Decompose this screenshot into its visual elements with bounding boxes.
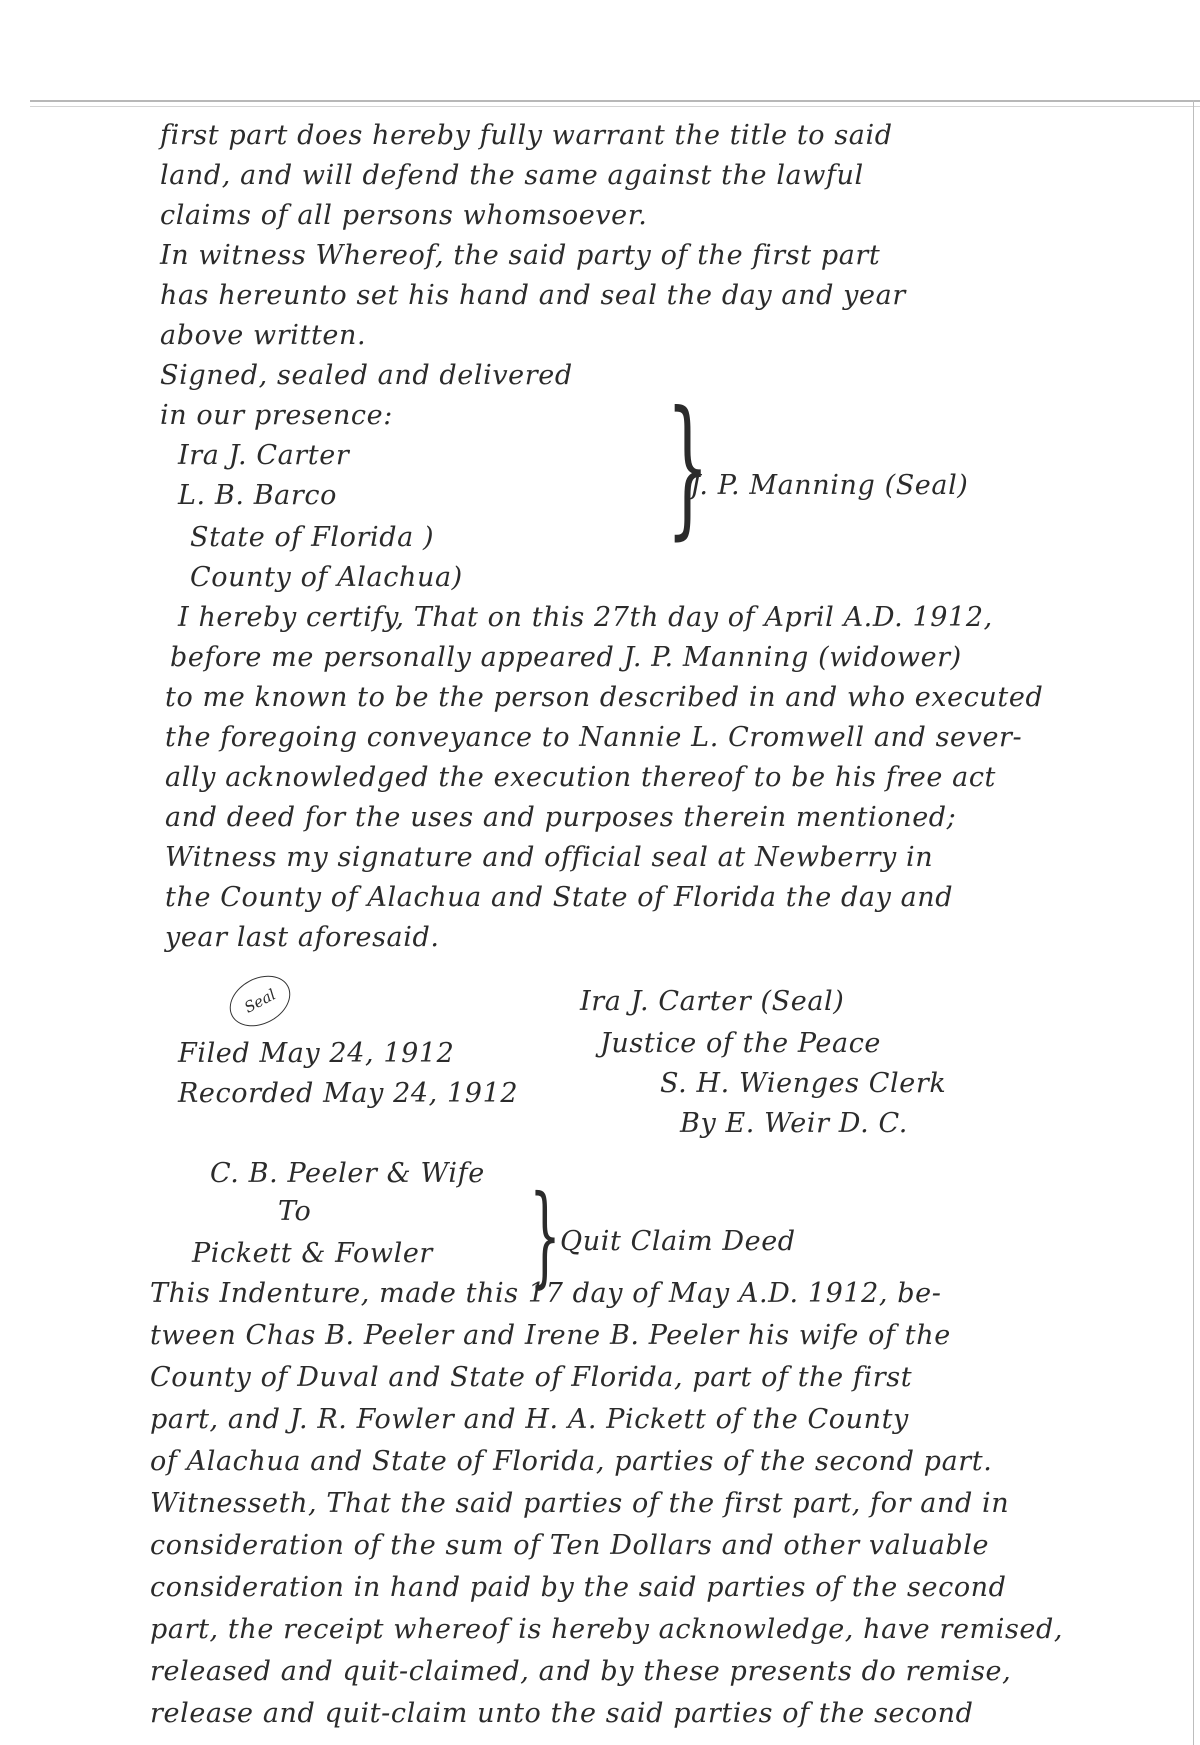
text-line: County of Alachua): [190, 562, 463, 593]
text-line: This Indenture, made this 17 day of May A.D. 1912, be-: [150, 1278, 942, 1309]
text-line: Witnesseth, That the said parties of the first part, for and in: [150, 1488, 1010, 1519]
deputy-clerk: By E. Weir D. C.: [680, 1108, 908, 1139]
text-line: Witness my signature and official seal at Newberry in: [165, 842, 934, 873]
text-line: of Alachua and State of Florida, parties of the second part.: [150, 1446, 993, 1477]
justice-name: Ira J. Carter (Seal): [580, 986, 845, 1017]
text-line: consideration of the sum of Ten Dollars and other valuable: [150, 1530, 990, 1561]
text-line: Recorded May 24, 1912: [178, 1078, 519, 1109]
seal-stamp-label: Seal: [241, 985, 279, 1017]
grantor-signature: J. P. Manning (Seal): [690, 470, 969, 501]
text-line: C. B. Peeler & Wife: [210, 1158, 485, 1189]
text-line: County of Duval and State of Florida, part of the first: [150, 1362, 913, 1393]
text-line: L. B. Barco: [178, 480, 337, 511]
text-line: ally acknowledged the execution thereof to be his free act: [165, 762, 997, 793]
text-line: above written.: [160, 320, 367, 351]
deed-heading-brace: }: [529, 1171, 561, 1299]
text-line: In witness Whereof, the said party of the first part: [160, 240, 881, 271]
page-top-rule: [30, 100, 1200, 102]
text-line: year last aforesaid.: [165, 922, 440, 953]
text-line: claims of all persons whomsoever.: [160, 200, 648, 231]
text-line: part, and J. R. Fowler and H. A. Pickett of the County: [150, 1404, 909, 1435]
seal-stamp: [221, 966, 299, 1037]
text-line: Signed, sealed and delivered: [160, 360, 573, 391]
text-line: land, and will defend the same against the lawful: [160, 160, 864, 191]
text-line: To: [278, 1196, 312, 1227]
text-line: release and quit-claim unto the said parties of the second: [150, 1698, 974, 1729]
clerk-name: S. H. Wienges Clerk: [660, 1068, 947, 1099]
text-line: consideration in hand paid by the said parties of the second: [150, 1572, 1007, 1603]
page-right-edge: [1193, 100, 1194, 1745]
text-line: tween Chas B. Peeler and Irene B. Peeler his wife of the: [150, 1320, 951, 1351]
text-line: to me known to be the person described in and who executed: [165, 682, 1044, 713]
page-top-rule-secondary: [30, 106, 1200, 107]
text-line: I hereby certify, That on this 27th day of April A.D. 1912,: [178, 602, 993, 633]
justice-title: Justice of the Peace: [600, 1028, 881, 1059]
text-line: has hereunto set his hand and seal the day and year: [160, 280, 906, 311]
text-line: the foregoing conveyance to Nannie L. Cromwell and sever-: [165, 722, 1023, 753]
text-line: Filed May 24, 1912: [178, 1038, 455, 1069]
text-line: released and quit-claimed, and by these presents do remise,: [150, 1656, 1012, 1687]
text-line: and deed for the uses and purposes therein mentioned;: [165, 802, 957, 833]
signature-brace: }: [666, 380, 710, 554]
text-line: before me personally appeared J. P. Manning (widower): [170, 642, 962, 673]
text-line: the County of Alachua and State of Florida the day and: [165, 882, 954, 913]
text-line: Ira J. Carter: [178, 440, 350, 471]
text-line: State of Florida ): [190, 522, 435, 553]
text-line: Pickett & Fowler: [192, 1238, 433, 1269]
text-line: part, the receipt whereof is hereby acknowledge, have remised,: [150, 1614, 1064, 1645]
text-line: first part does hereby fully warrant the title to said: [160, 120, 893, 151]
deed-type: Quit Claim Deed: [560, 1226, 796, 1257]
text-line: in our presence:: [160, 400, 393, 431]
